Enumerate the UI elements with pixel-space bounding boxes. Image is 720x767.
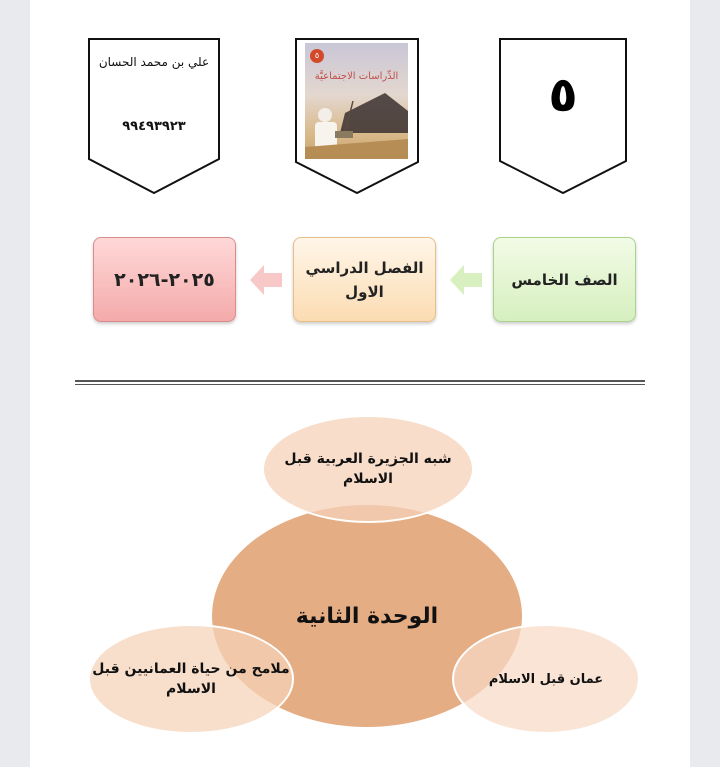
- unit-title-circle: الوحدة الثانية: [212, 505, 522, 727]
- book-illustration: [305, 43, 408, 159]
- author-card: [87, 37, 221, 195]
- book-card: [294, 37, 420, 195]
- worksheet-page: [30, 0, 690, 767]
- arrow-left-icon: [248, 263, 282, 297]
- grade-box: الصف الخامس: [493, 237, 636, 322]
- grade-number: ٥: [548, 67, 578, 123]
- grade-card: [498, 37, 628, 195]
- book-title: الدِّراسات الاجتماعيَّة: [314, 71, 399, 82]
- author-name: علي بن محمد الحسان: [98, 55, 210, 69]
- topic-circle-omani-life: ملامح من حياة العمانيين قبل الاسلام: [88, 624, 294, 734]
- term-box: الفصل الدراسي الاول: [293, 237, 436, 322]
- book-cover-image: [305, 43, 408, 159]
- arrow-left-icon: [448, 263, 482, 297]
- topic-circle-arabian-peninsula: شبه الجزيرة العربية قبل الاسلام: [262, 415, 474, 523]
- topic-circle-oman-before-islam: عمان قبل الاسلام: [452, 624, 640, 734]
- academic-year-box: ٢٠٢٥-٢٠٢٦: [93, 237, 236, 322]
- book-grade-badge: ٥: [310, 49, 324, 63]
- section-divider: [75, 380, 645, 385]
- author-phone: ٩٩٤٩٣٩٢٣: [122, 119, 186, 134]
